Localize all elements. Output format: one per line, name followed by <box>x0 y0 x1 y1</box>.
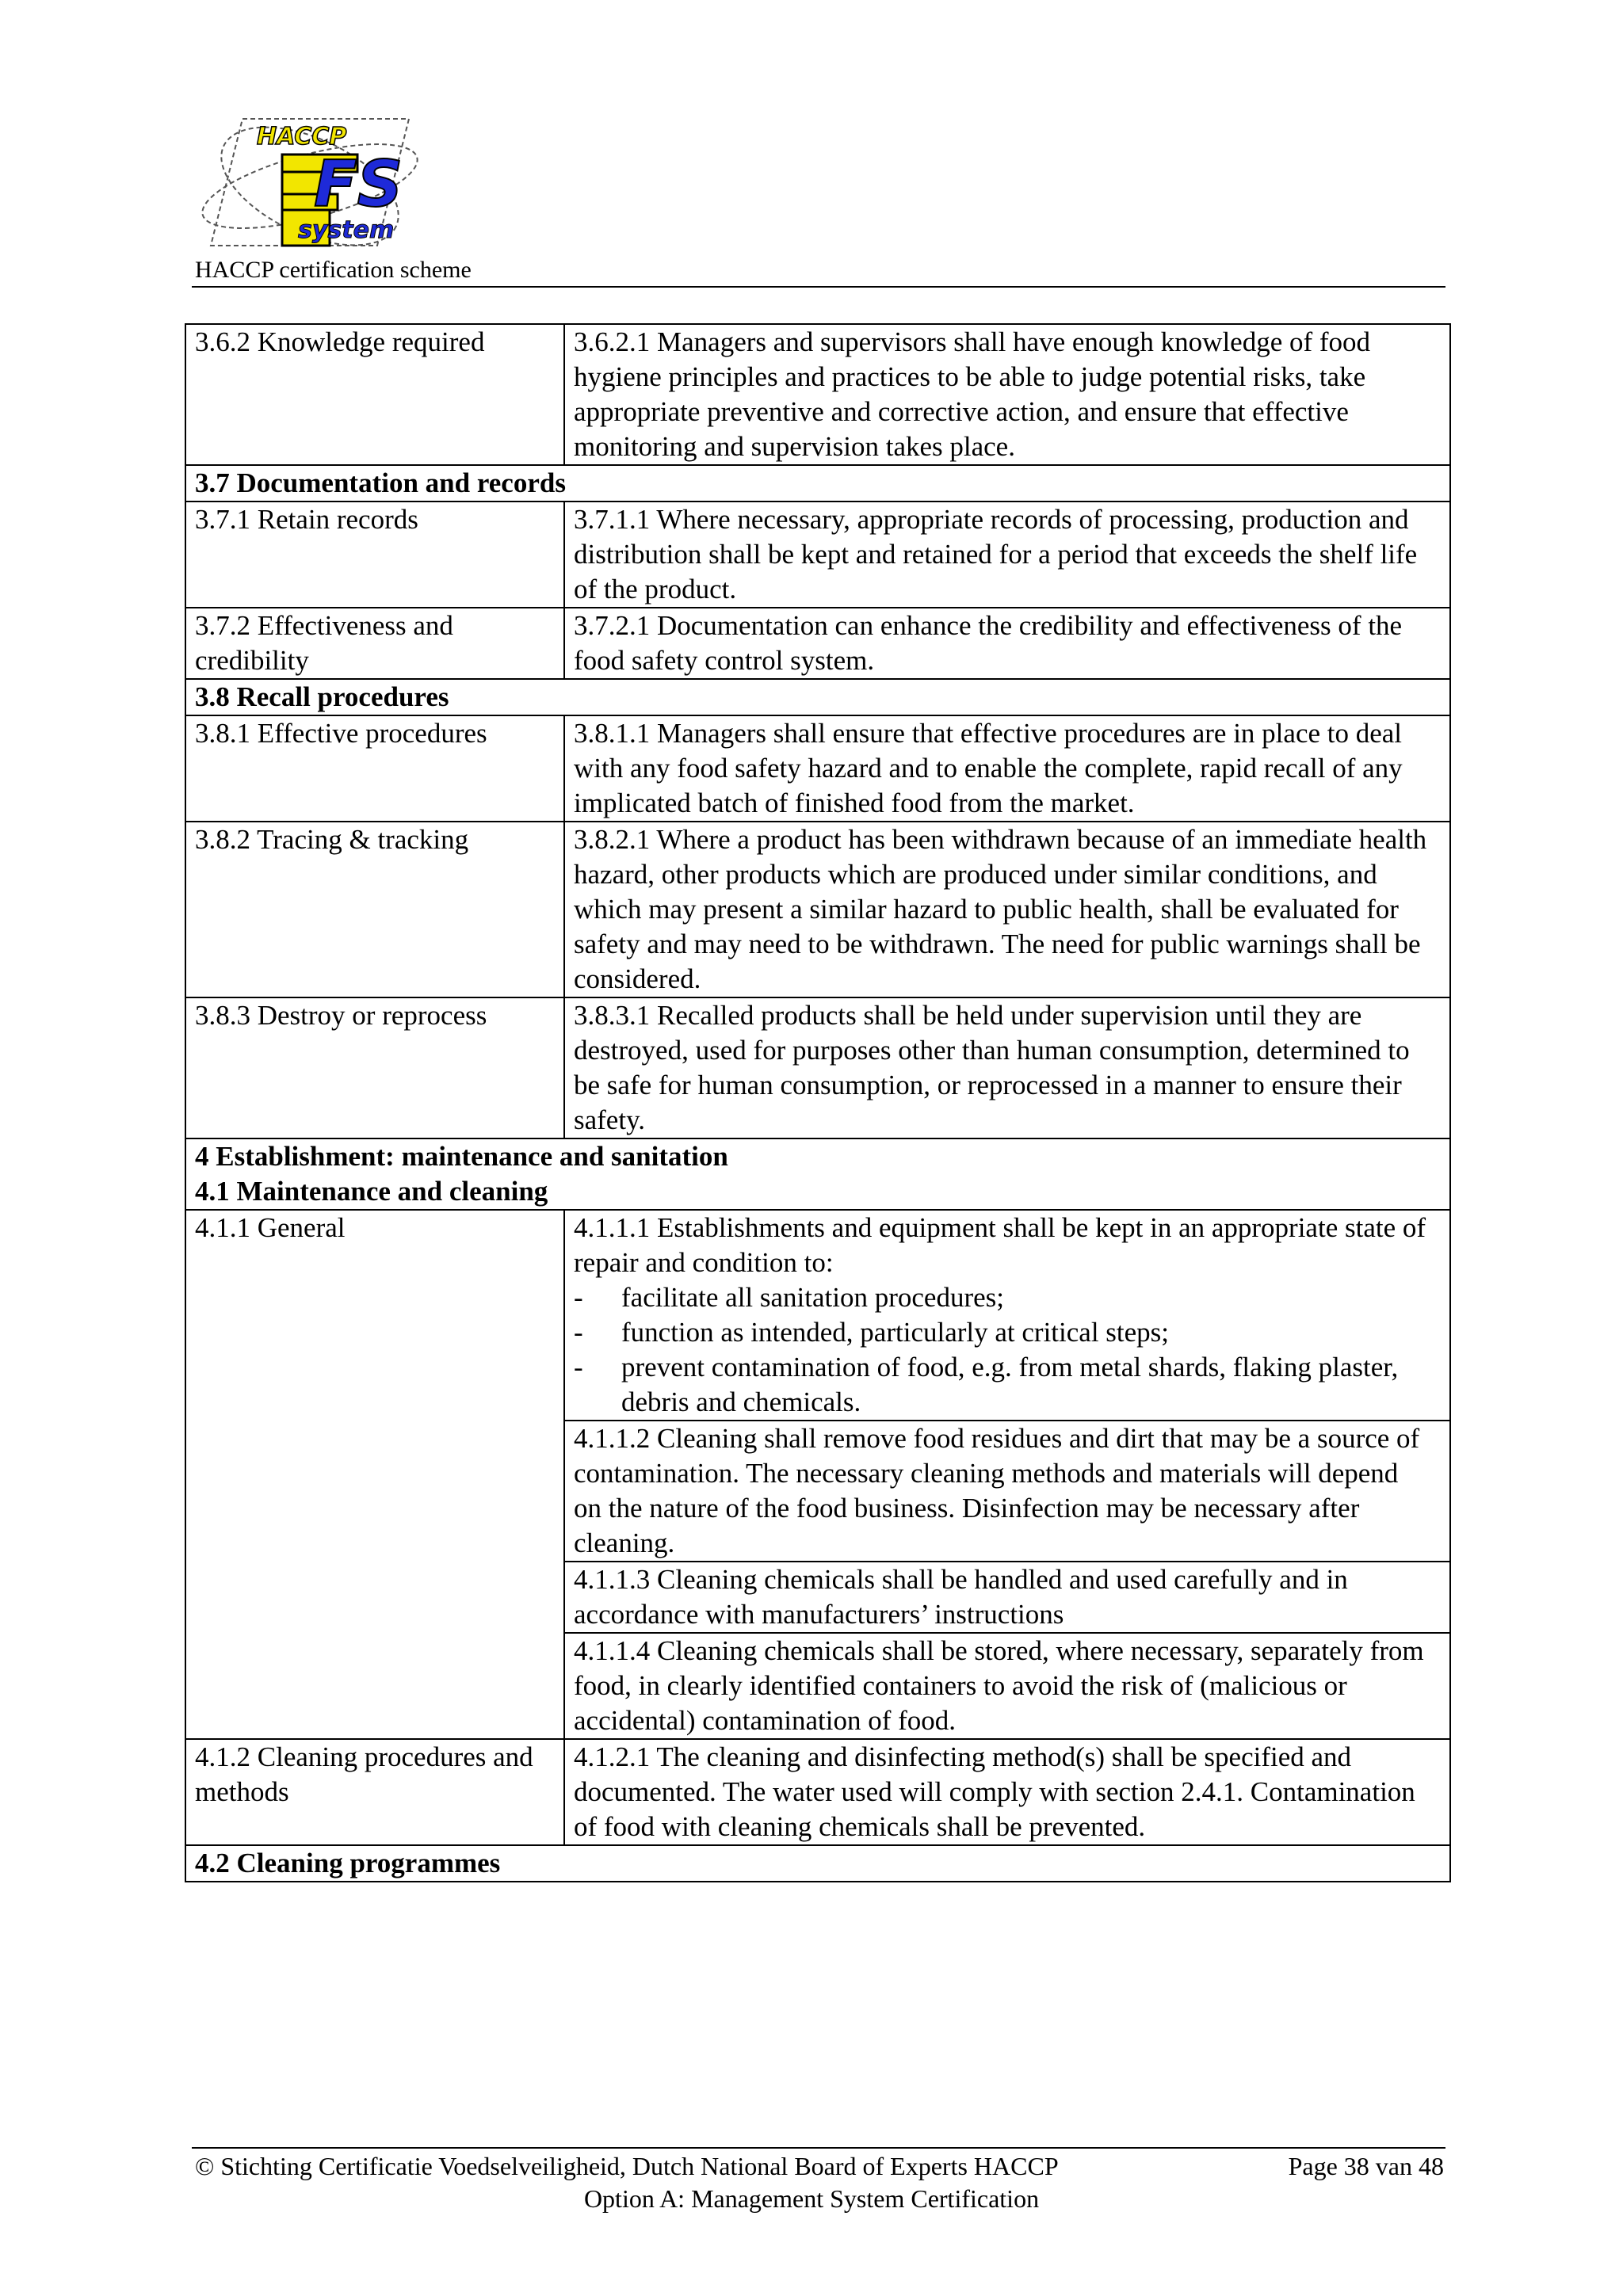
section-header-row <box>185 1845 1450 1882</box>
content-line: 3.8.2.1 Where a product has been withdrawn because of an immediate health hazard, other products which are produced under similar conditions, and which may present a similar hazard to public health, shall be evaluated for safety and may need to be withdrawn. The need for public warnings shall be considered. <box>574 824 1427 994</box>
clause-intro: 4.1.1.1 Establishments and equipment shall be kept in an appropriate state of repair and condition to: <box>574 1212 1426 1278</box>
bullet-dash: - <box>574 1352 583 1383</box>
row-content <box>564 997 1450 1138</box>
row-content <box>564 502 1450 608</box>
logo-text-top: HACCP <box>257 123 347 151</box>
row-content <box>564 324 1450 465</box>
table-row <box>185 715 1450 822</box>
row-content <box>564 822 1450 997</box>
header-title: HACCP certification scheme <box>195 257 472 283</box>
row-label: 3.7.1 Retain records <box>185 502 564 608</box>
bullet-item <box>574 1280 1442 1315</box>
section-header-row <box>185 465 1450 502</box>
row-content <box>564 1210 1450 1421</box>
table-row <box>185 608 1450 679</box>
table-row <box>185 502 1450 608</box>
content-line: 3.8.1.1 Managers shall ensure that effective procedures are in place to deal with any food safety hazard and to enable the complete, rapid recall of any implicated batch of finished food from the market. <box>574 718 1403 818</box>
subsection-title: 4.1 Maintenance and cleaning <box>195 1176 548 1207</box>
bullet-text: function as intended, particularly at critical steps; <box>621 1317 1170 1348</box>
section-header-row <box>185 1138 1450 1210</box>
row-content <box>564 715 1450 822</box>
content-line: 3.8.3.1 Recalled products shall be held under supervision until they are destroyed, used for purposes other than human consumption, determined to be safe for human consumption, or reprocessed in a manner to ensure their safety. <box>574 1000 1410 1135</box>
content-line: 3.7.2.1 Documentation can enhance the credibility and effectiveness of the food safety control system. <box>574 610 1403 676</box>
bullet-item <box>574 1350 1442 1420</box>
bullet-text: facilitate all sanitation procedures; <box>621 1282 1004 1313</box>
row-content <box>564 1421 1450 1562</box>
row-content: 4.1.1.3 Cleaning chemicals shall be handled and used carefully and in accordance with manufacturers’ instructions <box>564 1562 1450 1633</box>
requirements-table-body <box>185 324 1450 1882</box>
section-header-row <box>185 679 1450 715</box>
footer-copyright: © Stichting Certificatie Voedselveiligheid, Dutch National Board of Experts HACCP <box>195 2152 1059 2180</box>
row-label: 3.6.2 Knowledge required <box>185 324 564 465</box>
section-title: 4 Establishment: maintenance and sanitation <box>195 1141 728 1172</box>
header-divider <box>192 286 1445 288</box>
row-label: 3.8.2 Tracing & tracking <box>185 822 564 997</box>
logo-text-mid: FS <box>314 147 403 221</box>
row-label: 4.1.1 General <box>185 1210 564 1739</box>
footer-divider <box>192 2147 1445 2149</box>
table-row <box>185 324 1450 465</box>
footer-subtitle: Option A: Management System Certification <box>583 2184 1040 2213</box>
row-label: 3.7.2 Effectiveness and credibility <box>185 608 564 679</box>
table-row <box>185 822 1450 997</box>
row-content: 4.1.1.4 Cleaning chemicals shall be stored, where necessary, separately from food, in clearly identified containers to avoid the risk of (malicious or accidental) contamination of food. <box>564 1633 1450 1739</box>
bullet-dash: - <box>574 1317 583 1348</box>
bullet-text: prevent contamination of food, e.g. from metal shards, flaking plaster, debris and chemicals. <box>621 1352 1399 1417</box>
row-label: 4.1.2 Cleaning procedures and methods <box>185 1739 564 1845</box>
content-line: 3.7.1.1 Where necessary, appropriate records of processing, production and <box>574 504 1409 535</box>
table-row <box>185 1210 1450 1421</box>
content-line: on the nature of the food business. Disinfection may be necessary after cleaning. <box>574 1493 1360 1558</box>
haccp-fs-system-logo <box>195 111 425 254</box>
section-title: 4.2 Cleaning programmes <box>185 1845 1450 1882</box>
section-title: 3.7 Documentation and records <box>185 465 1450 502</box>
content-line: distribution shall be kept and retained for a period that exceeds the shelf life <box>574 539 1418 570</box>
section-4-header <box>185 1138 1450 1210</box>
row-content <box>564 608 1450 679</box>
row-label: 3.8.3 Destroy or reprocess <box>185 997 564 1138</box>
content-line: 3.6.2.1 Managers and supervisors shall have enough knowledge of food hygiene principles and practices to be able to judge potential risks, take appropriate preventive and corrective action, and ensure that effective monitoring and supervision takes place. <box>574 326 1371 462</box>
row-content: 4.1.2.1 The cleaning and disinfecting method(s) shall be specified and documented. The water used will comply with section 2.4.1. Contamination of food with cleaning chemicals shall be prevented. <box>564 1739 1450 1845</box>
requirements-table <box>185 323 1451 1882</box>
table-row <box>185 1739 1450 1845</box>
content-line: 4.1.1.2 Cleaning shall remove food residues and dirt that may be a source of contamination. The necessary cleaning methods and materials will depend <box>574 1423 1420 1489</box>
row-label: 3.8.1 Effective procedures <box>185 715 564 822</box>
page-number: Page 38 van 48 <box>1288 2152 1444 2180</box>
content-line: of the product. <box>574 574 737 605</box>
bullet-item <box>574 1315 1442 1350</box>
table-row <box>185 997 1450 1138</box>
logo-text-bottom: system <box>298 216 395 244</box>
bullet-dash: - <box>574 1282 583 1313</box>
section-title: 3.8 Recall procedures <box>185 679 1450 715</box>
